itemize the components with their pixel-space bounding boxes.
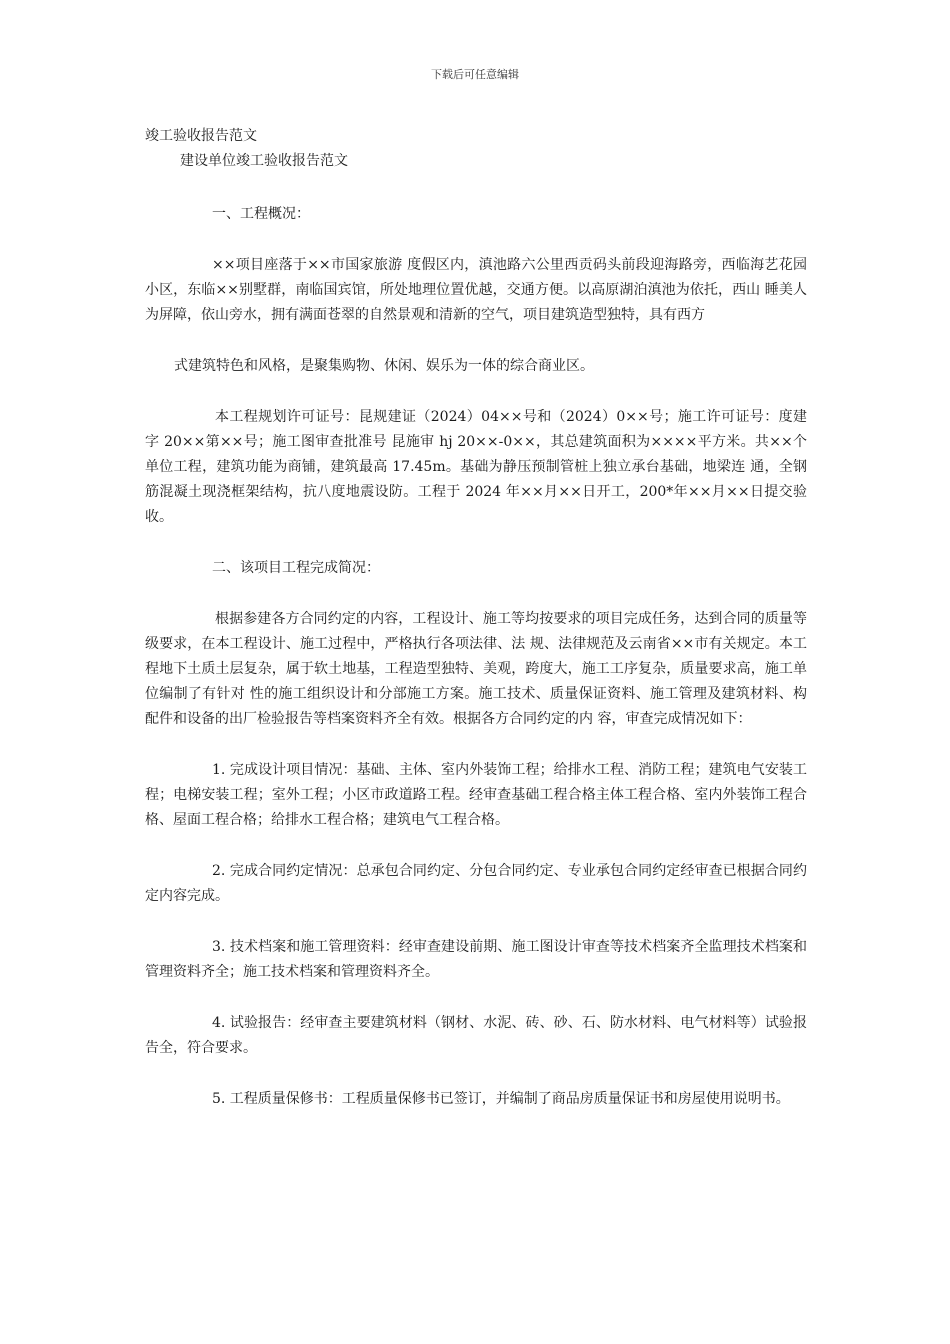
list-item-warranty: 5. 工程质量保修书：工程质量保修书已签订，并编制了商品房质量保证书和房屋使用说明书。 <box>212 1091 790 1107</box>
paragraph-permits: 本工程规划许可证号：昆规建证（2024）04××号和（2024）0××号；施工许可证号：度建字 20××第××号；施工图审查批准号 昆施审 hj 20××-0××，其总建筑面积为××××平方米。共××个单位工程，建筑功能为商铺，建筑最高 17.45m。基础为静压预制管桩上独立承台基础，地梁连 通，全钢筋混凝土现浇框架结构，抗八度地震设防。工程于 2024 年××月××日开工，200*年××月××日提交验收。 <box>145 409 807 525</box>
document-subtitle: 建设单位竣工验收报告范文 <box>180 153 348 169</box>
list-item-contract: 2. 完成合同约定情况：总承包合同约定、分包合同约定、专业承包合同约定经审查已根据合同约定内容完成。 <box>145 863 807 904</box>
paragraph-contract: 根据参建各方合同约定的内容，工程设计、施工等均按要求的项目完成任务，达到合同的质量等级要求，在本工程设计、施工过程中，严格执行各项法律、法 规、法律规范及云南省××市有关规定。本工程地下土质土层复杂，属于软土地基，工程造型独特、美观，跨度大，施工工序复杂，质量要求高，施工单位编制了有针对 性的施工组织设计和分部施工方案。施工技术、质量保证资料、施工管理及建筑材料、构配件和设备的出厂检验报告等档案资料齐全有效。根据各方合同约定的内 容，审查完成情况如下： <box>145 611 807 727</box>
paragraph-location: ××项目座落于××市国家旅游 度假区内，滇池路六公里西贡码头前段迎海路旁，西临海艺花园小区，东临××别墅群，南临国宾馆，所处地理位置优越，交通方便。以高原湖泊滇池为依托，西山 睡美人为屏障，依山旁水，拥有满面苍翠的自然景观和清新的空气，项目建筑造型独特，具有西方 <box>145 257 807 323</box>
document-title: 竣工验收报告范文 <box>145 128 257 144</box>
section-heading-completion: 二、该项目工程完成简况： <box>212 560 380 576</box>
page-header: 下载后可任意编辑 <box>431 68 519 81</box>
list-item-design: 1. 完成设计项目情况：基础、主体、室内外装饰工程；给排水工程、消防工程；建筑电气安装工程；电梯安装工程；室外工程；小区市政道路工程。经审查基础工程合格主体工程合格、室内外装饰工程合格、屋面工程合格；给排水工程合格；建筑电气工程合格。 <box>145 762 807 828</box>
section-heading-overview: 一、工程概况： <box>212 206 310 222</box>
document-body <box>145 124 807 1112</box>
list-item-test-report: 4. 试验报告：经审查主要建筑材料（钢材、水泥、砖、砂、石、防水材料、电气材料等）试验报告全，符合要求。 <box>145 1015 807 1056</box>
list-item-archives: 3. 技术档案和施工管理资料：经审查建设前期、施工图设计审查等技术档案齐全监理技术档案和管理资料齐全；施工技术档案和管理资料齐全。 <box>145 939 807 980</box>
paragraph-style: 式建筑特色和风格，是聚集购物、休闲、娱乐为一体的综合商业区。 <box>174 358 594 374</box>
